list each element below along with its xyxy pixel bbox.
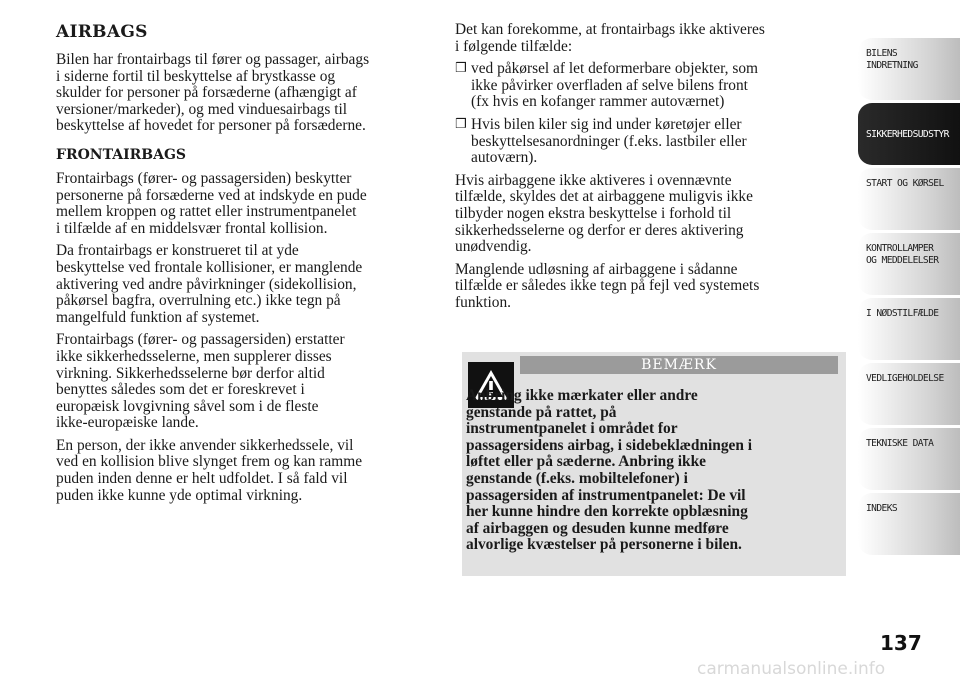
checkbox-bullet-icon: ❒ bbox=[455, 116, 467, 132]
body-paragraph: En person, der ikke anvender sikkerhedssele, vil ved en kollision blive slynget frem og kan ramme puden inden denne er helt udfoldet. I så fald vil puden ikke kunne yde optimal virkning. bbox=[56, 436, 363, 504]
left-column bbox=[56, 22, 440, 510]
tab-kontrollamper[interactable]: KONTROLLAMPER OG MEDDELELSER bbox=[858, 233, 960, 295]
note-text: Anbring ikke mærkater eller andre genstande på rattet, på instrumentpanelet i området for passagersidens airbag, i sidebeklædningen i løftet eller på sæderne. Anbring ikke genstande (f.eks. mobiltelefoner) i passagersiden af instrumentpanelet: De vil her kunne hindre den korrekte opblæsning af airbaggen og desuden kunne medføre alvorlige kvæstelser på personerne i bilen. bbox=[466, 387, 753, 554]
tab-noedstilfaelde[interactable]: I NØDSTILFÆLDE bbox=[858, 298, 960, 360]
right-column bbox=[455, 22, 845, 318]
list-item-text: Hvis bilen kiler sig ind under køretøjer eller beskyttelsesanordninger (f.eks. lastbiler eller autoværn). bbox=[471, 115, 747, 167]
note-title: BEMÆRK bbox=[520, 356, 838, 374]
intro-paragraph: Det kan forekomme, at frontairbags ikke aktiveres i følgende tilfælde: bbox=[455, 21, 765, 55]
page-title: AIRBAGS bbox=[56, 22, 148, 42]
body-paragraph: Manglende udløsning af airbaggene i sådanne tilfælde er således ikke tegn på fejl ved systemets funktion. bbox=[455, 260, 760, 311]
page-number: 137 bbox=[880, 631, 922, 655]
tab-indeks[interactable]: INDEKS bbox=[858, 493, 960, 555]
checkbox-bullet-icon: ❒ bbox=[455, 61, 467, 77]
section-heading: FRONTAIRBAGS bbox=[56, 146, 187, 163]
list-item bbox=[455, 117, 845, 167]
watermark: carmanualsonline.info bbox=[697, 659, 886, 679]
body-paragraph: Hvis airbaggene ikke aktiveres i ovennævnte tilfælde, skyldes det at airbaggene muligvis ikke tilbyder nogen ekstra beskyttelse i forhold til sikkerhedsselerne og derfor er deres aktivering unødvendig. bbox=[455, 171, 753, 256]
body-paragraph: Da frontairbags er konstrueret til at yde beskyttelse ved frontale kollisioner, er manglende aktivering ved andre påvirkninger (sidekollision, påkørsel bagfra, overrulning etc.) ikke tegn på mangelfuld funktion af systemet. bbox=[56, 242, 363, 326]
chapter-tabs bbox=[858, 38, 960, 558]
intro-paragraph: Bilen har frontairbags til fører og passager, airbags i siderne fortil til beskyttelse af brystkasse og skulder for personer på forsæderne (afhængigt af versioner/markeder), og med vinduesairbags til beskyttelse af hovedet for personer på forsæderne. bbox=[56, 51, 370, 135]
tab-start-og-koersel[interactable]: START OG KØRSEL bbox=[858, 168, 960, 230]
tab-sikkerhedsudstyr[interactable] bbox=[858, 103, 960, 165]
tab-bilens-indretning[interactable]: BILENS INDRETNING bbox=[858, 38, 960, 100]
tab-vedligeholdelse[interactable]: VEDLIGEHOLDELSE bbox=[858, 363, 960, 425]
body-paragraph: Frontairbags (fører- og passagersiden) beskytter personerne på forsæderne ved at indskyde en pude mellem kroppen og rattet eller instrumentpanelet i tilfælde af en middelsvær frontal kollision. bbox=[56, 169, 367, 237]
note-box bbox=[462, 352, 846, 576]
list-item-text: ved påkørsel af let deformerbare objekter, som ikke påvirker overfladen af selve bilens front (fx hvis en kofanger rammer autoværnet) bbox=[471, 60, 758, 111]
tab-tekniske-data[interactable]: TEKNISKE DATA bbox=[858, 428, 960, 490]
list-item bbox=[455, 61, 845, 111]
body-paragraph: Frontairbags (fører- og passagersiden) erstatter ikke sikkerhedsselerne, men supplerer disses virkning. Sikkerhedsselerne bør derfor altid benyttes således som det er foreskrevet i europæisk lovgivning såvel som i de fleste ikke-europæiske lande. bbox=[56, 331, 345, 432]
tab-label: SIKKERHEDSUDSTYR bbox=[866, 129, 949, 140]
